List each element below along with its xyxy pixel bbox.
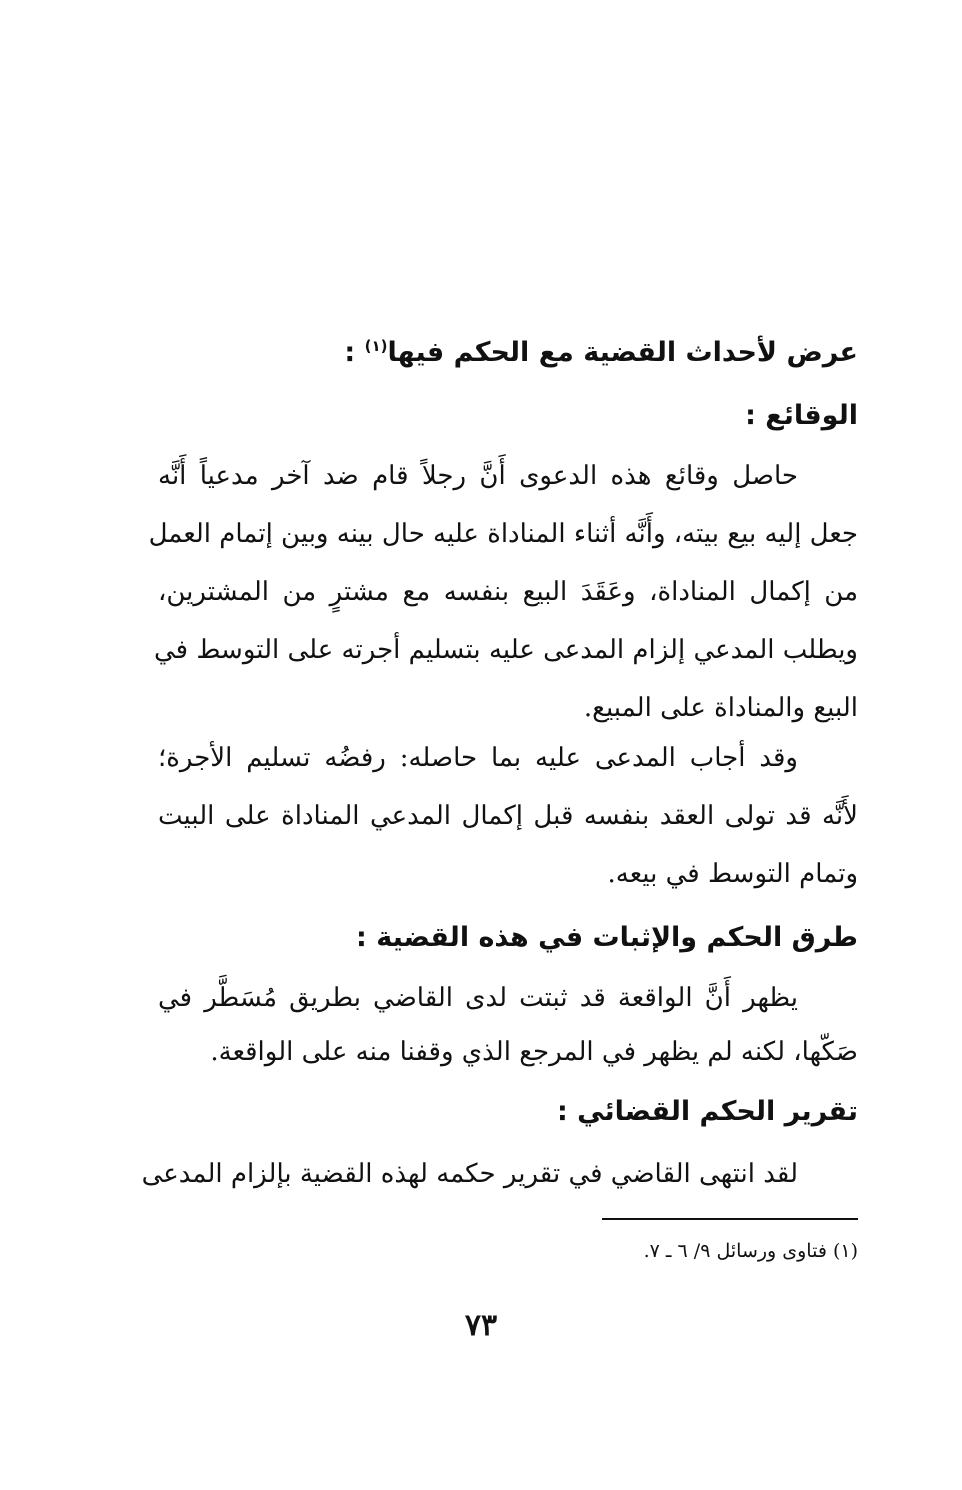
footnote-divider (602, 1218, 858, 1220)
paragraph-line: صَكّها، لكنه لم يظهر في المرجع الذي وقفنا منه على الواقعة. (210, 1037, 858, 1067)
paragraph-line: وقد أجاب المدعى عليه بما حاصله: رفضُه تسليم الأجرة؛ (158, 743, 798, 773)
section-heading-proof: طرق الحكم والإثبات في هذه القضية : (356, 922, 858, 953)
heading-colon: : (344, 337, 356, 368)
section-heading-facts: الوقائع : (745, 400, 858, 431)
paragraph-line: لأَنَّه قد تولى العقد بنفسه قبل إكمال المدعي المناداة على البيت (158, 801, 858, 831)
heading-text: عرض لأحداث القضية مع الحكم فيها (387, 337, 858, 368)
paragraph-line: من إكمال المناداة، وعَقَدَ البيع بنفسه مع مشترٍ من المشترين، (158, 577, 858, 607)
paragraph-defense (158, 738, 858, 894)
footnote: (١) فتاوى ورسائل ٩/ ٦ ـ ٧. (643, 1240, 858, 1262)
paragraph-proof (158, 978, 858, 1072)
paragraph-line: يظهر أَنَّ الواقعة قد ثبتت لدى القاضي بطريق مُسَطَّر في (158, 983, 798, 1013)
paragraph-line: البيع والمناداة على المبيع. (583, 693, 858, 723)
paragraph-line: وتمام التوسط في بيعه. (607, 859, 858, 889)
section-heading-ruling: تقرير الحكم القضائي : (556, 1096, 858, 1127)
paragraph-line: لقد انتهى القاضي في تقرير حكمه لهذه القضية بإلزام المدعى (141, 1159, 798, 1189)
paragraph-line: ويطلب المدعي إلزام المدعى عليه بتسليم أجرته على التوسط في (153, 635, 858, 665)
paragraph-ruling (141, 1154, 858, 1194)
footnote-reference[interactable]: (١) (364, 337, 388, 355)
page-number: ٧٣ (464, 1308, 498, 1343)
paragraph-line: جعل إليه بيع بيته، وأَنَّه أثناء المناداة عليه حال بينه وبين إتمام العمل (148, 519, 858, 549)
paragraph-facts (148, 456, 858, 728)
section-heading-case-overview (158, 326, 858, 373)
paragraph-line: حاصل وقائع هذه الدعوى أَنَّ رجلاً قام ضد آخر مدعياً أَنَّه (158, 461, 798, 491)
